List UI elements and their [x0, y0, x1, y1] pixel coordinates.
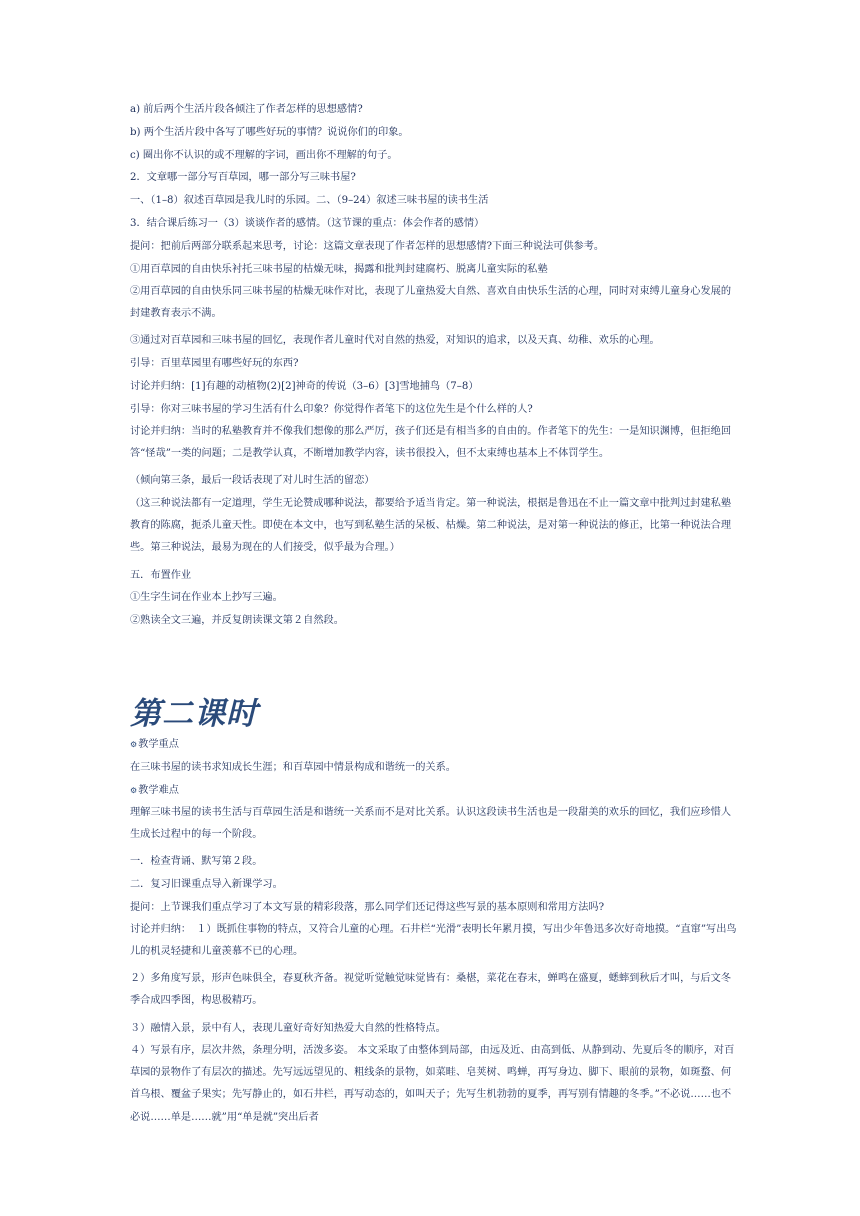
paragraph: 理解三味书屋的读书生活与百草园生活是和谐统一关系而不是对比关系。认识这段读书生活也是一段甜美的欢乐的回忆，我们应珍惜人生成长过程中的每一个阶段。: [130, 806, 732, 841]
paragraph: ①用百草园的自由快乐衬托三味书屋的枯燥无味，揭露和批判封建腐朽、脱离儿童实际的私塾: [130, 263, 548, 275]
paragraph: （这三种说法都有一定道理，学生无论赞成哪种说法，都要给予适当肯定。第一种说法，根据是鲁迅在不止一篇文章中批判过封建私塾教育的陈腐，扼杀儿童天性。即使在本文中，也写到私塾生活的呆板、枯燥。第二种说法，是对第一种说法的修正，比第一种说法合理些。第三种说法，最易为现在的人们接受，似乎最为合理。）: [130, 497, 732, 554]
paragraph: 在三味书屋的读书求知成长生涯；和百草园中情景构成和谐统一的关系。: [130, 761, 456, 773]
paragraph: 引导：百里草园里有哪些好玩的东西?: [130, 358, 299, 370]
paragraph: 讨论并归纳：[1]有趣的动植物(2)[2]神奇的传说（3–6）[3]雪地捕鸟（7–8）: [130, 380, 479, 392]
paragraph: ４）写景有序，层次井然，条理分明，活泼多姿。 本文采取了由整体到局部，由远及近、由高到低、从静到动、先夏后冬的顺序，对百草园的景物作了有层次的描述。先写远远望见的、粗线条的景物，如菜畦、皂荚树、鸣蝉，再写身边、脚下、眼前的景物，如斑蝥、何首乌根、覆盆子果实；先写静止的，如石井栏，再写动态的，如叫天子；先写生机勃勃的夏季，再写别有情趣的冬季。”不必说……也不必说……单是……就”用“单是就”突出后者: [130, 1044, 735, 1123]
difficulty-label: 教学难点: [138, 784, 179, 796]
paragraph: ２）多角度写景，形声色味俱全，春夏秋齐备。视觉听觉触觉味觉皆有：桑椹，菜花在春末，蝉鸣在盛夏，蟋蟀到秋后才叫，与后文冬季合成四季图，构思极精巧。: [130, 972, 732, 1007]
lesson-heading: 第二课时: [130, 696, 258, 732]
paragraph: 提问：把前后两部分联系起来思考，讨论：这篇文章表现了作者怎样的思想感情?下面三种说法可供参考。: [130, 240, 605, 252]
paragraph: 一、（1–8）叙述百草园是我儿时的乐园。二、（9–24）叙述三味书屋的读书生活: [130, 195, 489, 207]
second-lesson-section: [130, 737, 740, 1137]
first-lesson-section: [130, 102, 740, 636]
paragraph: 引导：你对三味书屋的学习生活有什么印象？你觉得作者笔下的这位先生是个什么样的人?: [130, 403, 533, 415]
paragraph: 一．检查背诵、默写第２段。: [130, 856, 263, 868]
gear-icon: ⚙: [130, 785, 138, 795]
paragraph: a) 前后两个生活片段各倾注了作者怎样的思想感情?: [130, 104, 363, 115]
paragraph: ②熟读全文三遍，并反复朗读课文第２自然段。: [130, 615, 344, 627]
paragraph: c) 圈出你不认识的或不理解的字词，画出你不理解的句子。: [130, 149, 398, 161]
section-label: [130, 737, 740, 752]
paragraph: ３）融情入景，景中有人，表现儿童好奇好知热爱大自然的性格特点。: [130, 1022, 446, 1034]
paragraph: 3．结合课后练习一（3）谈谈作者的感情。（这节课的重点：体会作者的感情）: [130, 217, 485, 229]
paragraph: 讨论并归纳：当时的私塾教育并不像我们想像的那么严厉，孩子们还是有相当多的自由的。作者笔下的先生：一是知识渊博，但拒绝回答“怪哉”一类的问题；二是教学认真，不断增加教学内容，读书很投入，但不太束缚也基本上不体罚学生。: [130, 425, 732, 460]
focus-label: 教学重点: [138, 739, 179, 750]
paragraph: ③通过对百草园和三味书屋的回忆，表现作者儿童时代对自然的热爱，对知识的追求，以及天真、幼稚、欢乐的心理。: [130, 335, 660, 347]
paragraph: 提问：上节课我们重点学习了本文写景的精彩段落，那么同学们还记得这些写景的基本原则和常用方法吗?: [130, 901, 605, 913]
paragraph: 五．布置作业: [130, 569, 192, 581]
paragraph: 二．复习旧课重点导入新课学习。: [130, 879, 283, 891]
paragraph: （倾向第三条，最后一段话表现了对儿时生活的留恋）: [130, 475, 375, 487]
paragraph: ②用百草园的自由快乐同三味书屋的枯燥无味作对比，表现了儿童热爱大自然、喜欢自由快乐生活的心理，同时对束缚儿童身心发展的封建教育表示不满。: [130, 285, 732, 320]
paragraph: b) 两个生活片段中各写了哪些好玩的事情？说说你们的印象。: [130, 126, 409, 138]
paragraph: 2．文章哪一部分写百草园，哪一部分写三味书屋?: [130, 172, 356, 184]
gear-icon: ⚙: [130, 740, 138, 749]
paragraph: 讨论并归纳： １）既抓住事物的特点，又符合儿童的心理。石井栏“光滑”表明长年累月摸，写出少年鲁迅多次好奇地摸。“直窜”写出鸟儿的机灵轻捷和儿童羡慕不已的心理。: [130, 924, 737, 958]
section-label: [130, 783, 740, 798]
paragraph: ①生字生词在作业本上抄写三遍。: [130, 592, 283, 604]
